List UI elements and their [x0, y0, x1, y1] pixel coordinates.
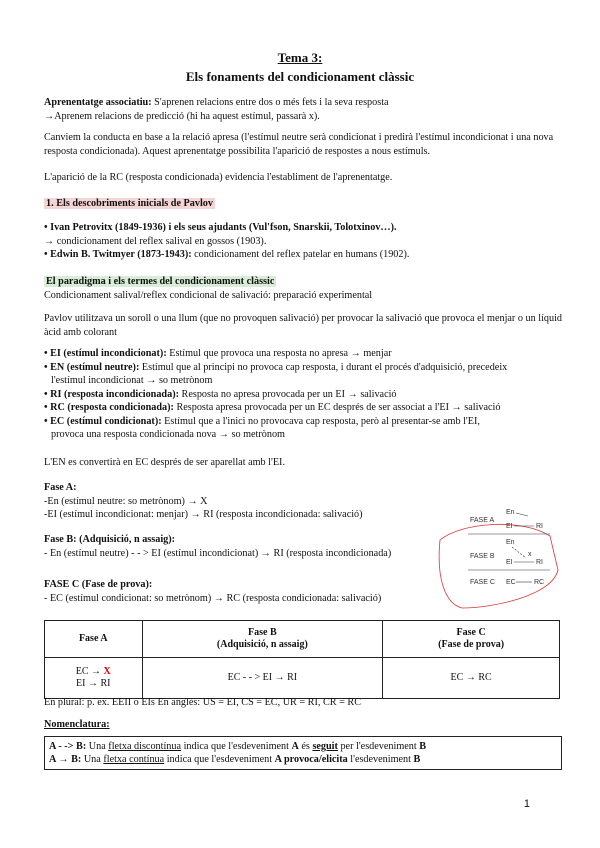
phase-b-label: Fase B: (Adquisició, n assaig):	[44, 534, 176, 545]
sketch-fase-c: FASE C	[470, 579, 495, 586]
nomenclature-box	[44, 736, 562, 770]
term-rc: • RC (resposta condicionada): Resposta apresa provocada per un EC després de ser associat a l'EI → salivació	[44, 402, 501, 413]
phase-a-line1: -En (estímul neutre: so metrònom) → X	[44, 495, 208, 507]
assoc-label: Aprenentatge associatiu:	[44, 97, 152, 108]
term-ri: • RI (resposta incondicionada): Resposta no apresa provocada per un EI → salivació	[44, 388, 397, 400]
sketch-ei-a: EI	[506, 523, 513, 530]
section2-heading-text: El paradigma i els termes del condicionament clàssic	[46, 276, 275, 287]
td-fase-c: EC → RC	[383, 658, 560, 699]
phase-a-label: Fase A:	[44, 482, 77, 493]
sketch-rc-c: RC	[534, 579, 545, 586]
phase-c-label: FASE C (Fase de prova):	[44, 579, 153, 590]
twitmyer-item-text: condicionament del reflex patelar en humans (1902).	[191, 249, 410, 260]
phases-sketch-diagram	[432, 500, 562, 616]
section1-heading-text: 1. Els descobriments inicials de Pavlov	[46, 198, 213, 209]
section2-sub: Condicionament salival/reflex condicional de salivació: preparació experimental	[44, 289, 373, 301]
plural-note: En plural: p. ex. EEII o EIs En anglès: US = EI, CS = EC, UR = RI, CR = RC	[44, 697, 361, 708]
phase-a	[44, 481, 424, 522]
page-title-line1: Tema 3:	[277, 50, 323, 65]
section1-heading	[44, 197, 564, 211]
page-title-line2: Els fonaments del condicionament clàssic	[185, 69, 415, 84]
sketch-en-a: En	[506, 509, 515, 516]
assoc-text: S'aprenen relacions entre dos o més fets i la seva resposta	[151, 97, 389, 108]
phase-c	[44, 578, 434, 605]
red-x: X	[103, 666, 111, 677]
intro-associative	[44, 96, 564, 123]
assoc-line2: →Aprenem relacions de predicció (hi ha aquest estímul, passarà x).	[44, 110, 320, 122]
conversion-note: L'EN es convertirà en EC després de ser aparellat amb l'EI.	[44, 457, 285, 468]
phase-b-line1: - En (estímul neutre) - - > EI (estímul incondicionat) → RI (resposta incondicionada)	[44, 547, 392, 559]
term-ec-cont: provoca una resposta condicionada nova → so metrònom	[51, 429, 285, 440]
phase-c-line1: - EC (estímul condicionat: so metrònom) → RC (resposta condicionada: salivació)	[44, 592, 382, 604]
sketch-ri-b: RI	[536, 559, 543, 566]
sketch-fase-b: FASE B	[470, 553, 495, 560]
pavlov-item-line2: → condicionament del reflex salival en gossos (1903).	[44, 235, 267, 247]
nomenclature-heading: Nomenclatura:	[44, 719, 110, 730]
pavlov-item: • Ivan Petrovitx (1849-1936) i els seus ajudants (Vul'fson, Snarskii, Tolotxinov…).	[44, 222, 397, 233]
term-ei: • EI (estímul incondicionat): Estímul que provoca una resposta no apresa → menjar	[44, 348, 392, 359]
section2-heading	[44, 275, 564, 302]
intro-para2: Canviem la conducta en base a la relació apresa (l'estímul neutre serà condicionat i predirà l'estímul incondicionat i una nova resposta condicionada). Aquest aprenentatge possibilita l'aparició de respostes a nous estímuls.	[44, 132, 554, 157]
nomenclature-line1: A - -> B: Una fletxa discontínua indica que l'esdeveniment A és seguit per l'esdeveniment B	[49, 741, 427, 752]
th-fase-a: Fase A	[45, 621, 143, 658]
terms-list	[44, 347, 564, 442]
section1-list	[44, 221, 564, 262]
twitmyer-item: • Edwin B. Twitmyer (1873-1943):	[44, 249, 192, 260]
section2-para: Pavlov utilitzava un soroll o una llum (que no provoquen salivació) per provocar la salivació que provoca el menjar o un líquid àcid amb colorant	[44, 313, 563, 338]
sketch-ri-a: RI	[536, 523, 543, 530]
intro-para3: L'aparició de la RC (resposta condicionada) evidencia l'establiment de l'aprenentatge.	[44, 172, 393, 183]
sketch-ei-b: EI	[506, 559, 513, 566]
th-fase-c: Fase C (Fase de prova)	[383, 621, 560, 658]
phases-table	[44, 620, 560, 699]
term-en: • EN (estímul neutre): Estímul que al principi no provoca cap resposta, i durant el procés d'adquisició, precedeix	[44, 361, 508, 373]
phases-table-header-row	[45, 621, 560, 658]
sketch-en-b: En	[506, 539, 515, 546]
term-en-cont: l'estímul incondicionat → so metrònom	[51, 375, 213, 386]
phase-a-line2: -EI (estímul incondicionat: menjar) → RI (resposta incondicionada: salivació)	[44, 509, 363, 520]
nomenclature-line2: A → B: Una fletxa contínua indica que l'esdeveniment A provoca/elicita l'esdeveniment B	[49, 754, 421, 765]
phases-table-body-row	[45, 658, 560, 699]
td-fase-a: EC → X EI → RI	[45, 658, 143, 699]
sketch-x-b: x	[528, 551, 532, 558]
term-ec: • EC (estímul condicionat): Estímul que a l'inici no provocava cap resposta, però al presentar-se amb l'EI,	[44, 415, 480, 427]
td-fase-b: EC - - > EI → RI	[142, 658, 383, 699]
th-fase-b: Fase B (Adquisició, n assaig)	[142, 621, 383, 658]
sketch-fase-a: FASE A	[470, 517, 495, 524]
red-circle-outline	[439, 524, 558, 608]
page-number: 1	[523, 798, 530, 810]
sketch-ec-c: EC	[506, 579, 516, 586]
phase-b	[44, 533, 434, 560]
